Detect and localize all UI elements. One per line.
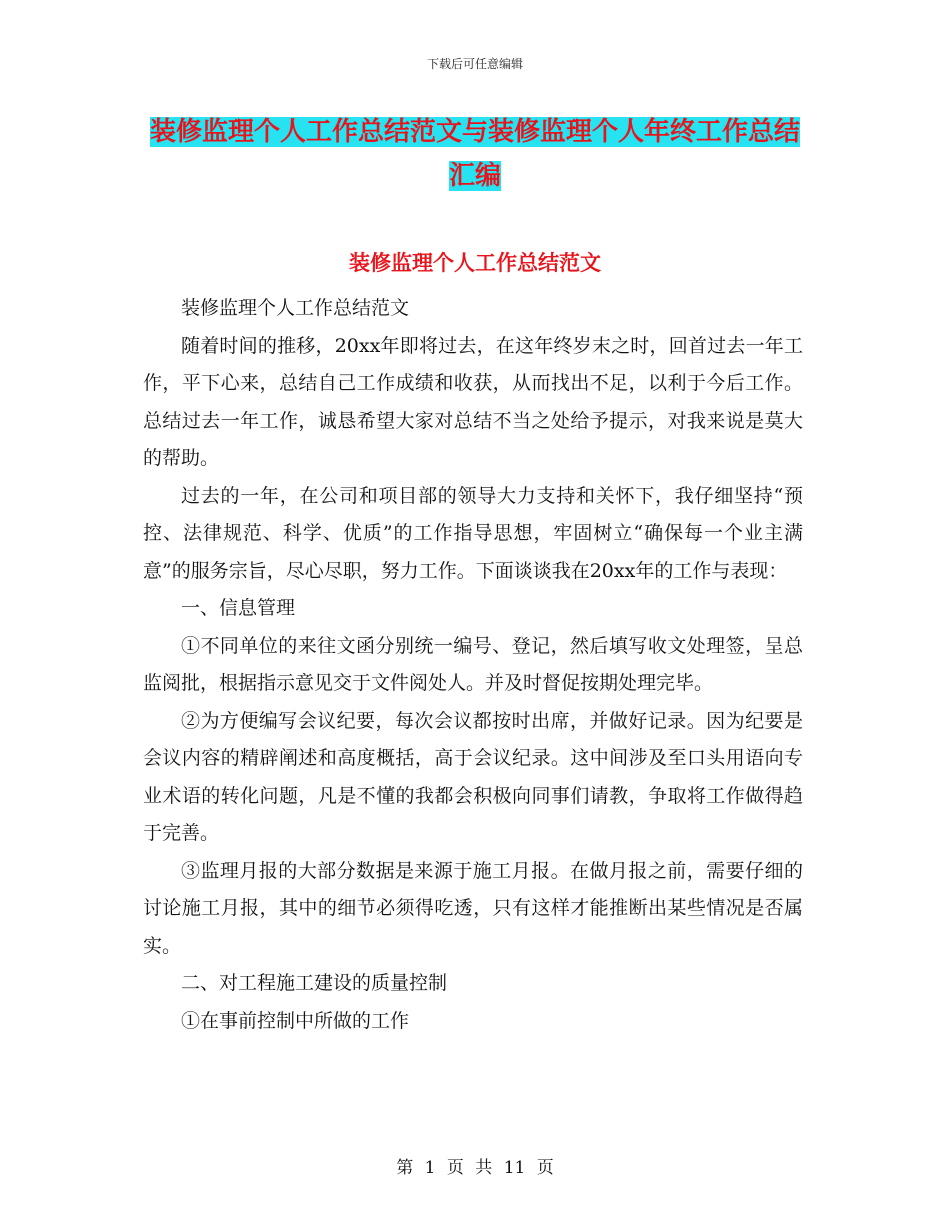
paragraph: 二、对工程施工建设的质量控制 (181, 972, 448, 994)
paragraph: 过去的一年，在公司和项目部的领导大力支持和关怀下，我仔细坚持“预控、法律规范、科学、优质”的工作指导思想，牢固树立“确保每一个业主满意”的服务宗旨，尽心尽职，努力工作。下面谈谈我在20xx年的工作与表现： (143, 484, 803, 582)
paragraph: 随着时间的推移，20xx年即将过去，在这年终岁末之时，回首过去一年工作，平下心来，总结自己工作成绩和收获，从而找出不足，以利于今后工作。总结过去一年工作，诚恳希望大家对总结不当之处给予提示，对我来说是莫大的帮助。 (143, 334, 803, 469)
document-title (140, 110, 810, 198)
page-footer: 第 1 页 共 11 页 (396, 1158, 554, 1178)
paragraph: ①不同单位的来往文函分别统一编号、登记，然后填写收文处理签，呈总监阅批，根据指示意见交于文件阅处人。并及时督促按期处理完毕。 (143, 634, 803, 694)
paragraph: ③监理月报的大部分数据是来源于施工月报。在做月报之前，需要仔细的讨论施工月报，其中的细节必须得吃透，只有这样才能推断出某些情况是否属实。 (143, 859, 803, 957)
paragraph: ②为方便编写会议纪要，每次会议都按时出席，并做好记录。因为纪要是会议内容的精辟阐述和高度概括，高于会议纪录。这中间涉及至口头用语向专业术语的转化问题，凡是不懂的我都会积极向同事们请教，争取将工作做得趋于完善。 (143, 709, 803, 844)
header-note: 下载后可任意编辑 (426, 57, 523, 71)
document-title-text: 装修监理个人工作总结范文与装修监理个人年终工作总结汇编 (149, 117, 800, 191)
paragraph: ①在事前控制中所做的工作 (181, 1009, 410, 1032)
section-title: 装修监理个人工作总结范文 (349, 251, 601, 275)
document-body (143, 290, 803, 1040)
paragraph: 装修监理个人工作总结范文 (181, 297, 410, 319)
paragraph: 一、信息管理 (181, 597, 296, 619)
